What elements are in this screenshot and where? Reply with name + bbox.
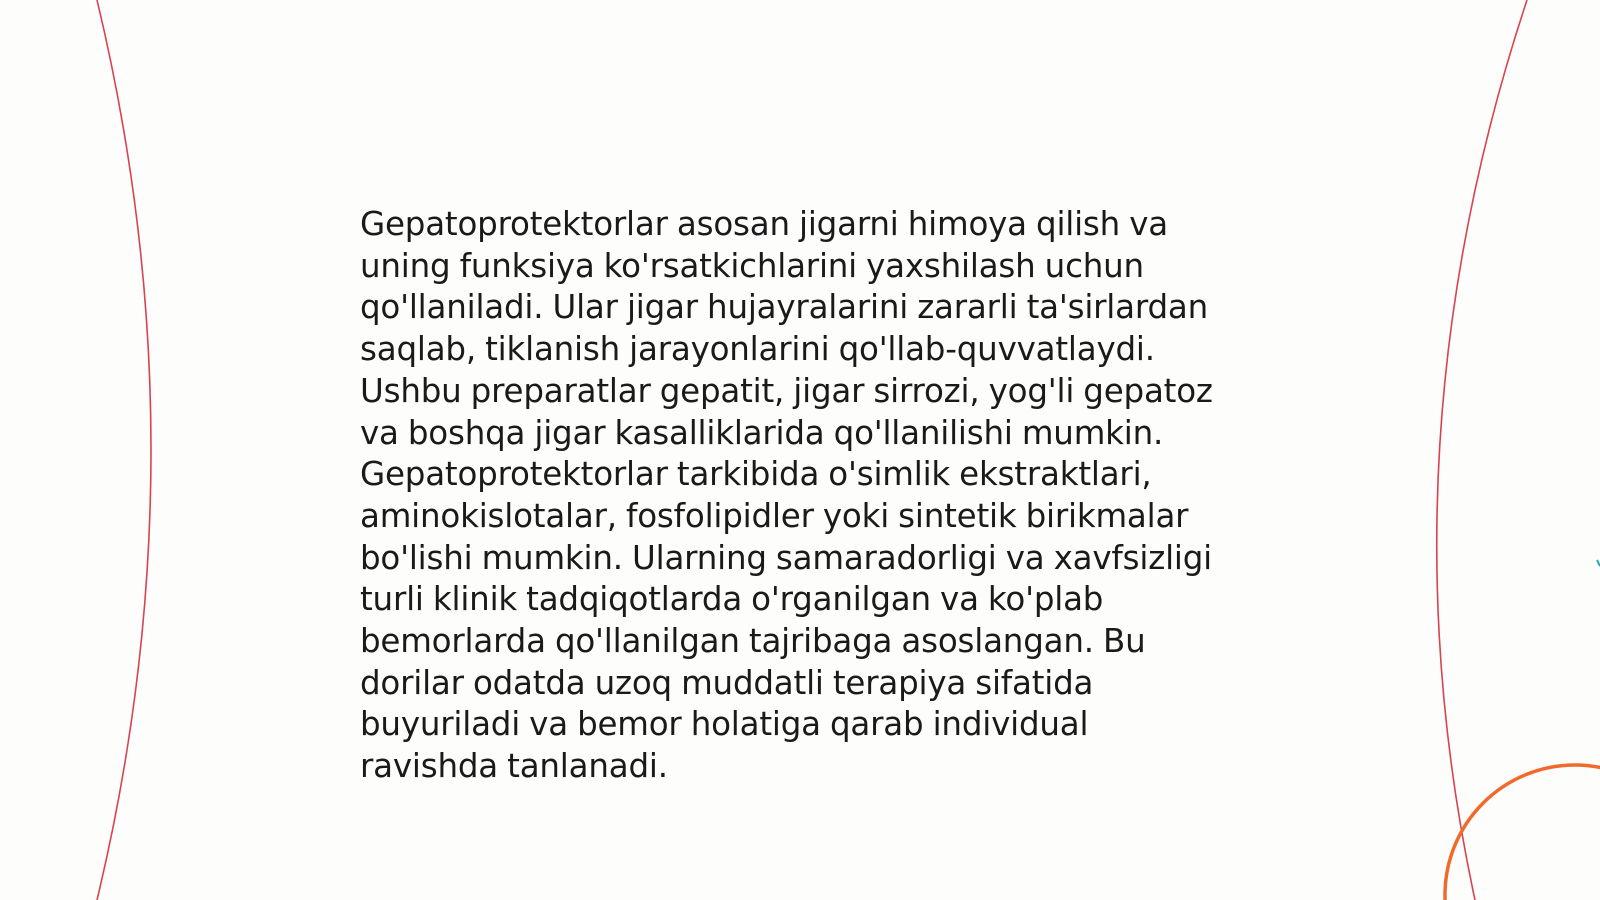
paragraph-line: Ushbu preparatlar gepatit, jigar sirrozi, yog'li gepatoz [360,371,1213,410]
paragraph-line: qo'llaniladi. Ular jigar hujayralarini zararli ta'sirlardan [360,288,1208,327]
body-paragraph [360,204,1260,788]
paragraph-line: dorilar odatda uzoq muddatli terapiya sifatida [360,663,1094,702]
paragraph-line: uning funksiya ko'rsatkichlarini yaxshilash uchun [360,246,1144,285]
paragraph-line: saqlab, tiklanish jarayonlarini qo'llab-quvvatlaydi. [360,330,1155,369]
paragraph-line: ravishda tanlanadi. [360,747,668,786]
orange-circle-decoration [1445,765,1600,900]
paragraph-line: Gepatoprotektorlar asosan jigarni himoya qilish va [360,205,1168,243]
paragraph-line: buyuriladi va bemor holatiga qarab individual [360,705,1089,744]
left-arc-decoration [97,0,151,900]
paragraph-line: va boshqa jigar kasalliklarida qo'llanilishi mumkin. [360,413,1164,452]
paragraph-line: Gepatoprotektorlar tarkibida o'simlik ekstraktlari, [360,455,1152,494]
right-arc-decoration [1437,0,1527,900]
paragraph-line: aminokislotalar, fosfolipidler yoki sintetik birikmalar [360,496,1189,535]
paragraph-line: bo'lishi mumkin. Ularning samaradorligi va xavfsizligi [360,538,1213,577]
paragraph-line: bemorlarda qo'llanilgan tajribaga asoslangan. Bu [360,622,1146,661]
paragraph-line: turli klinik tadqiqotlarda o'rganilgan va ko'plab [360,580,1104,619]
